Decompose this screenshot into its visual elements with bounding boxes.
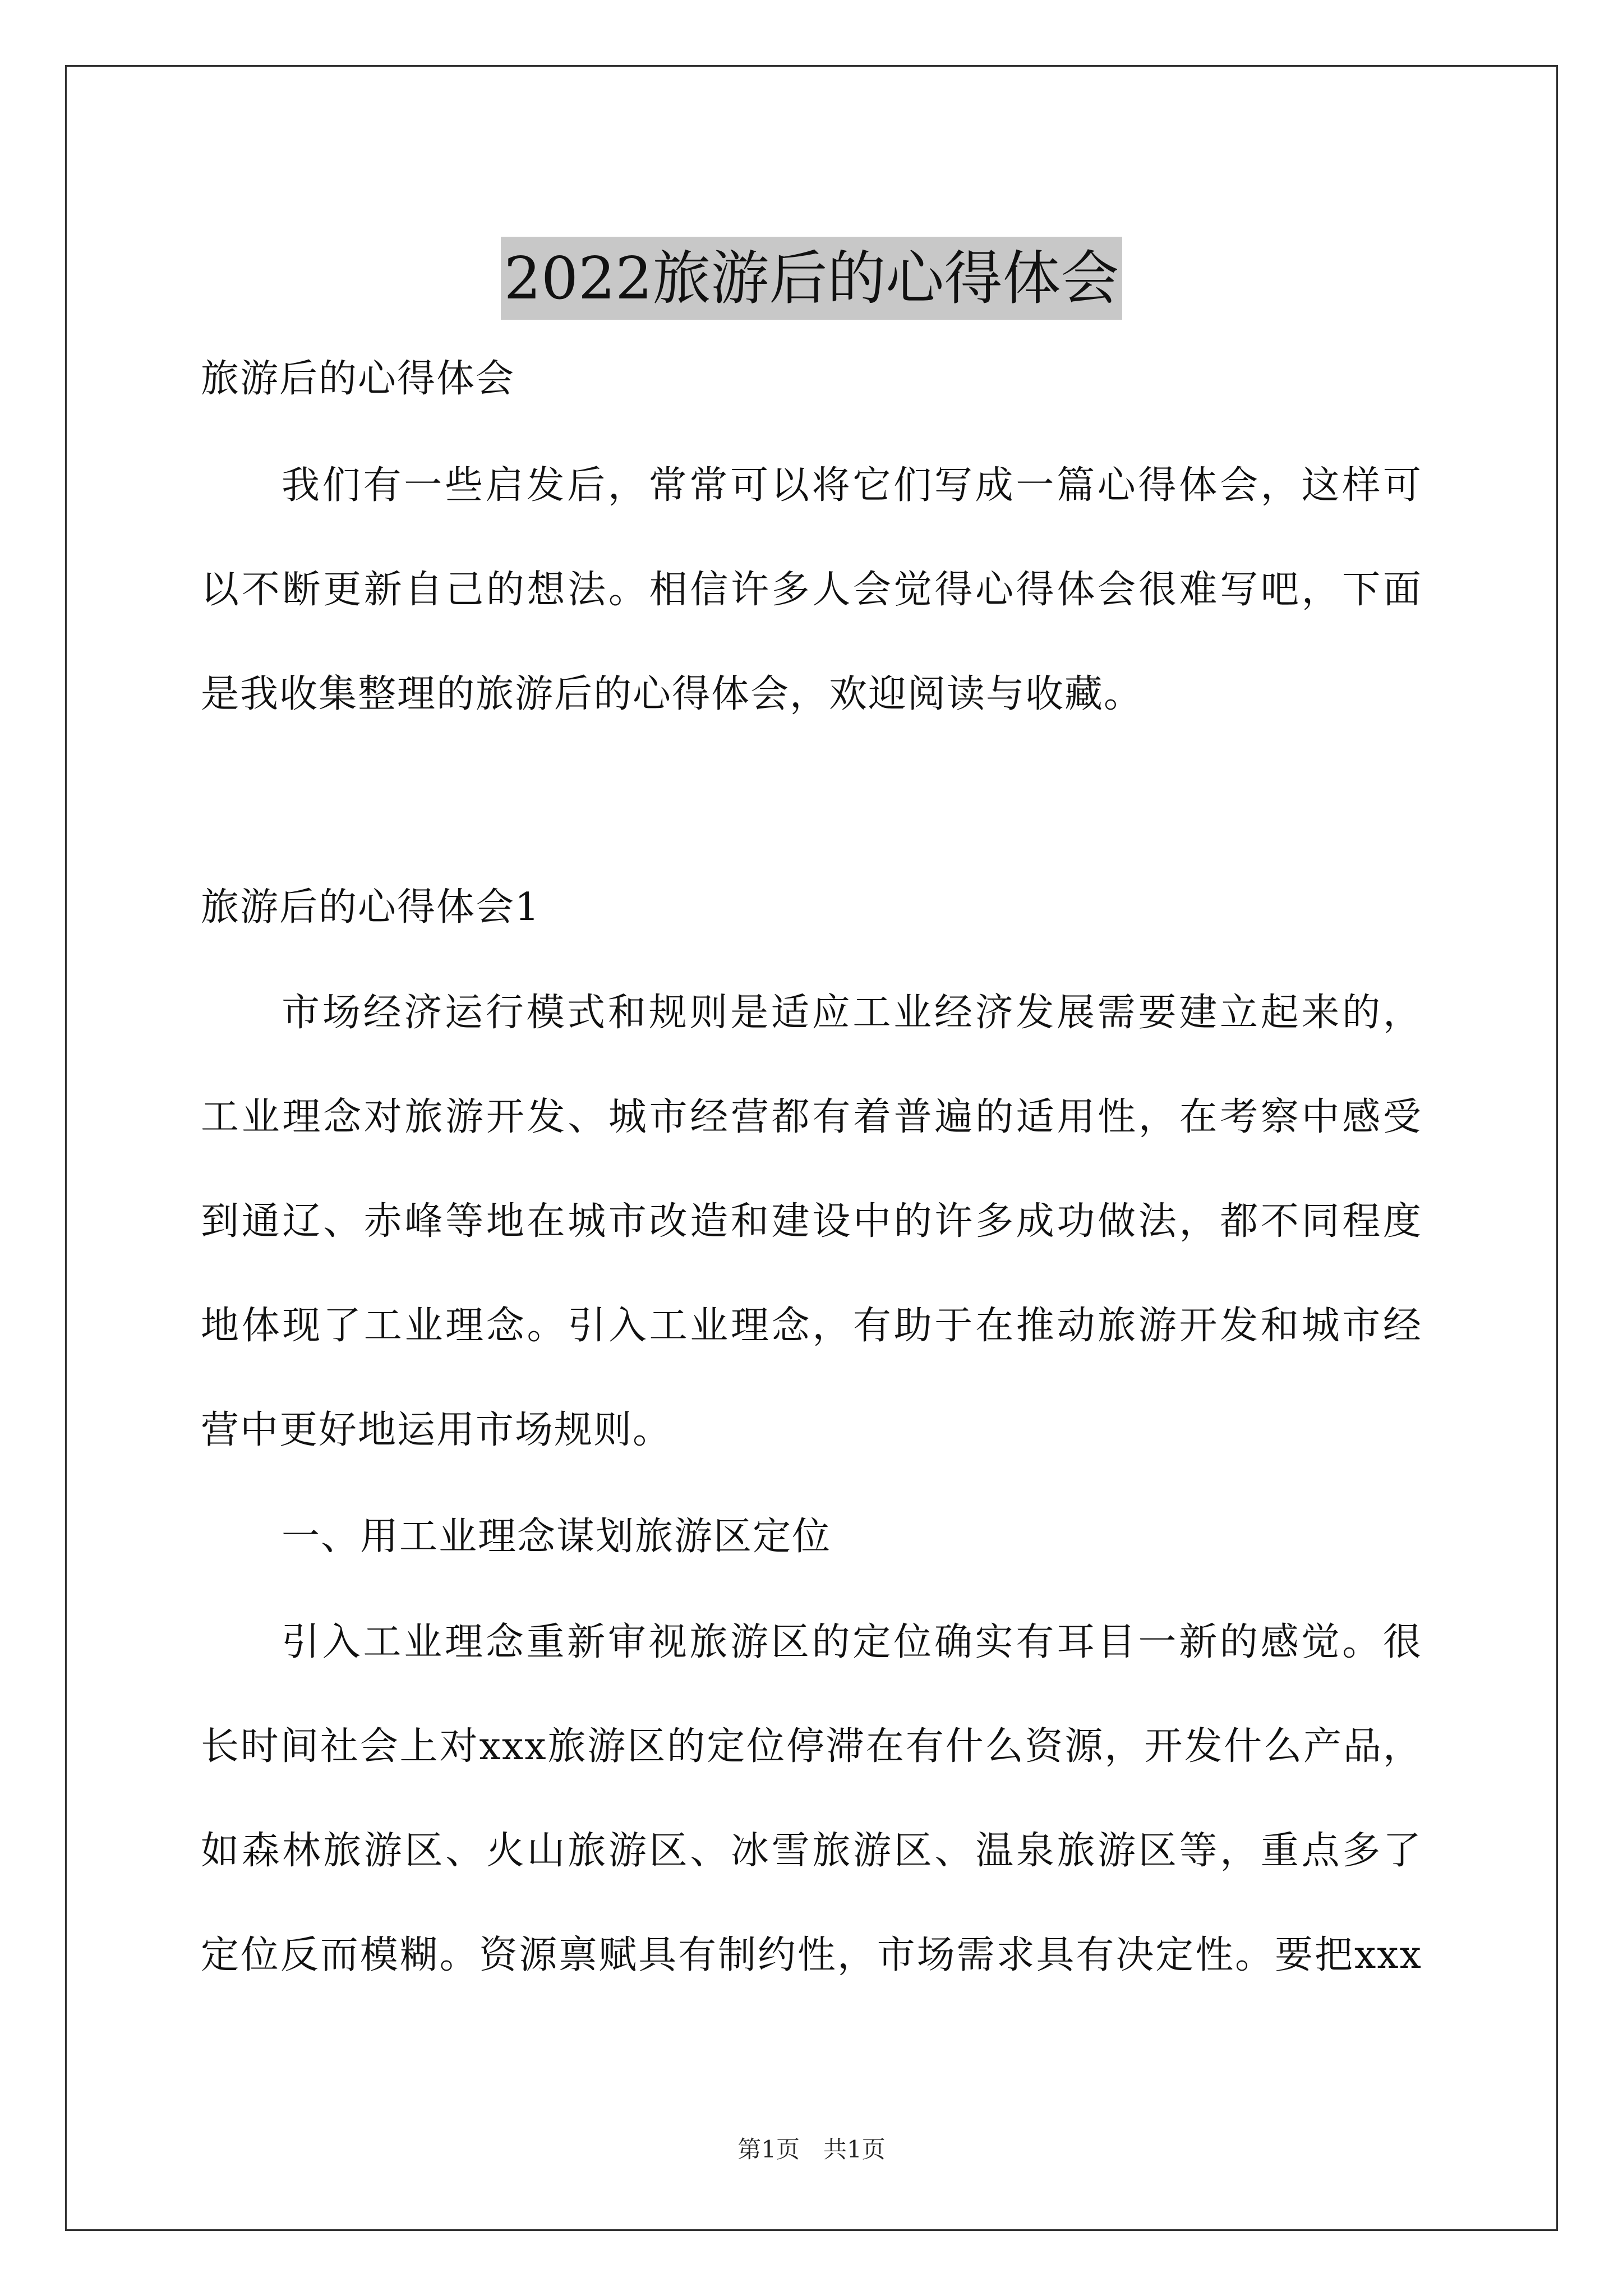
paragraph2-line-3: 如森林旅游区、火山旅游区、冰雪旅游区、温泉旅游区等，重点多了 bbox=[201, 1829, 1422, 1873]
point-heading: 一、用工业理念谋划旅游区定位 bbox=[282, 1515, 832, 1559]
intro-line-2: 以不断更新自己的想法。相信许多人会觉得心得体会很难写吧，下面 bbox=[201, 568, 1422, 612]
paragraph1-line-3: 到通辽、赤峰等地在城市改造和建设中的许多成功做法，都不同程度 bbox=[201, 1199, 1422, 1244]
intro-line-1: 我们有一些启发后，常常可以将它们写成一篇心得体会，这样可 bbox=[282, 463, 1422, 508]
paragraph1-line-5: 营中更好地运用市场规则。 bbox=[201, 1408, 672, 1452]
paragraph2-line-1: 引入工业理念重新审视旅游区的定位确实有耳目一新的感觉。很 bbox=[282, 1620, 1422, 1664]
paragraph1-line-2: 工业理念对旅游开发、城市经营都有着普遍的适用性，在考察中感受 bbox=[201, 1095, 1422, 1139]
intro-line-3: 是我收集整理的旅游后的心得体会，欢迎阅读与收藏。 bbox=[201, 672, 1144, 716]
page-number-footer: 第1页 共1页 bbox=[737, 2136, 886, 2163]
paragraph1-line-4: 地体现了工业理念。引入工业理念，有助于在推动旅游开发和城市经 bbox=[201, 1304, 1422, 1348]
document-title: 2022旅游后的心得体会 bbox=[501, 237, 1123, 320]
paragraph2-line-4: 定位反而模糊。资源禀赋具有制约性，市场需求具有决定性。要把xxx bbox=[201, 1933, 1422, 1977]
paragraph1-line-1: 市场经济运行模式和规则是适应工业经济发展需要建立起来的， bbox=[282, 991, 1422, 1035]
document-subtitle: 旅游后的心得体会 bbox=[201, 357, 515, 401]
title-container bbox=[0, 197, 1623, 358]
paragraph2-line-2: 长时间社会上对xxx旅游区的定位停滞在有什么资源，开发什么产品， bbox=[201, 1724, 1422, 1769]
section-heading: 旅游后的心得体会1 bbox=[201, 885, 541, 930]
